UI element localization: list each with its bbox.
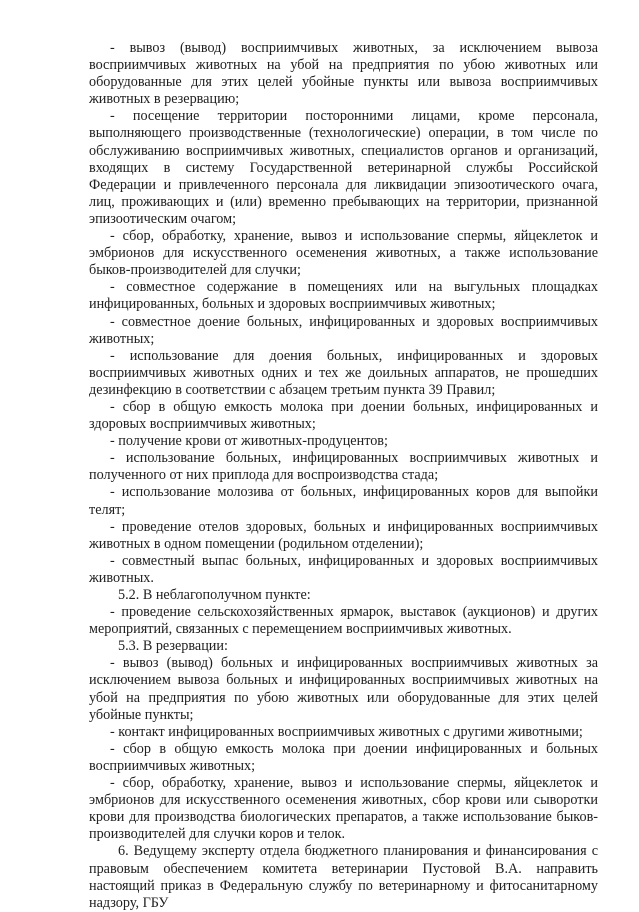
paragraph-reserve-milk: - сбор в общую емкость молока при доении инфицированных и больных восприимчивых животных; xyxy=(89,740,598,774)
paragraph-ban-visits: - посещение территории посторонними лицами, кроме персонала, выполняющего производственные (технологические) операции, в том числе по обслуживанию восприимчивых животных, специалистов органов и организаций, входящих в систему Государственной ветеринарной службы Российской Федерации и привлеченного персонала для ликвидации эпизоотического очага, лиц, проживающих и (или) временно пребывающих на территории, признанной эпизоотическим очагом; xyxy=(89,108,598,227)
paragraph-ban-joint-milking: - совместное доение больных, инфицированных и здоровых восприимчивых животных; xyxy=(89,313,598,347)
paragraph-ban-blood: - получение крови от животных-продуцентов; xyxy=(110,433,388,450)
section-heading-5-3: 5.3. В резервации: xyxy=(118,638,228,655)
paragraph-reserve-export: - вывоз (вывод) больных и инфицированных восприимчивых животных за исключением вывоза больных и инфицированных восприимчивых животных на убой на предприятия по убою животных или оборудованные для этих целей убойные пункты; xyxy=(89,655,598,723)
paragraph-ban-calving: - проведение отелов здоровых, больных и инфицированных восприимчивых животных в одном помещении (родильном отделении); xyxy=(89,518,598,552)
paragraph-ban-grazing: - совместный выпас больных, инфицированных и здоровых восприимчивых животных. xyxy=(89,552,598,586)
paragraph-reserve-contact: - контакт инфицированных восприимчивых животных с другими животными; xyxy=(110,723,583,740)
paragraph-ban-milking-machines: - использование для доения больных, инфицированных и здоровых восприимчивых животных одних и тех же доильных аппаратов, не прошедших дезинфекцию в соответствии с абзацем третьим пункта 39 Правил; xyxy=(89,347,598,398)
paragraph-reserve-sperm: - сбор, обработку, хранение, вывоз и использование спермы, яйцеклеток и эмбрионов для искусственного осеменения животных, сбор крови или сыворотки крови для производства биологических препаратов, а также использование быков-производителей для случки коров и телок. xyxy=(89,775,598,843)
paragraph-ban-fairs: - проведение сельскохозяйственных ярмарок, выставок (аукционов) и других мероприятий, связанных с перемещением восприимчивых животных. xyxy=(89,604,598,638)
paragraph-item-6: 6. Ведущему эксперту отдела бюджетного планирования и финансирования с правовым обеспечением комитета ветеринарии Пустовой В.А. направить настоящий приказ в Федеральную службу по ветеринарному и фитосанитарному надзору, ГБУ xyxy=(89,843,598,911)
paragraph-ban-milk-collection: - сбор в общую емкость молока при доении больных, инфицированных и здоровых восприимчивых животных; xyxy=(89,398,598,433)
paragraph-ban-export: - вывоз (вывод) восприимчивых животных, за исключением вывоза восприимчивых животных на убой на предприятия по убою животных или оборудованные для этих целей убойные пункты или вывоза восприимчивых животных в резервацию; xyxy=(89,40,598,108)
paragraph-ban-sperm: - сбор, обработку, хранение, вывоз и использование спермы, яйцеклеток и эмбрионов для искусственного осеменения животных, а также использование быков-производителей для случки; xyxy=(89,228,598,279)
paragraph-ban-joint-keeping: - совместное содержание в помещениях или на выгульных площадках инфицированных, больных и здоровых восприимчивых животных; xyxy=(89,279,598,313)
document-body xyxy=(89,40,598,912)
section-heading-5-2: 5.2. В неблагополучном пункте: xyxy=(118,587,311,603)
paragraph-ban-reproduction: - использование больных, инфицированных восприимчивых животных и полученного от них приплода для воспроизводства стада; xyxy=(89,450,598,484)
paragraph-ban-colostrum: - использование молозива от больных, инфицированных коров для выпойки телят; xyxy=(89,484,598,518)
